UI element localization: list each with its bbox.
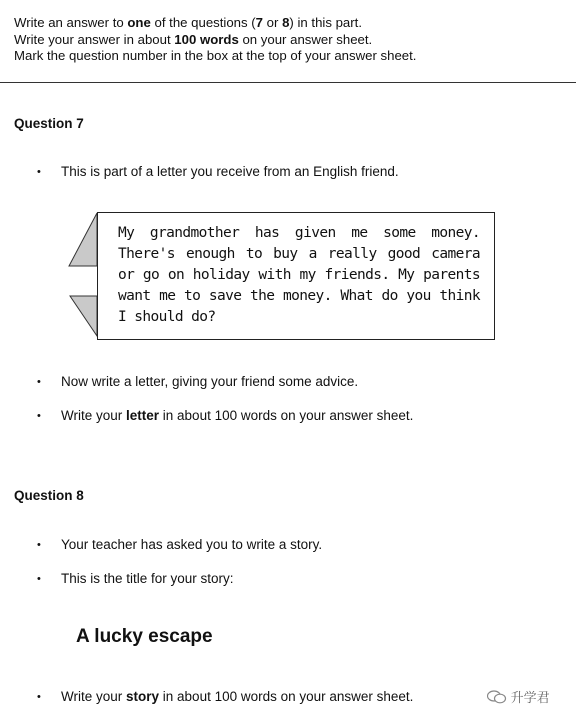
letter-fold-icon: [0, 0, 110, 345]
instruction-line-3: Mark the question number in the box at the top of your answer sheet.: [14, 48, 417, 63]
bullet-icon: •: [37, 691, 41, 703]
instruction-line-1: Write an answer to one of the questions (7 or 8) in this part.: [14, 15, 362, 30]
fold-top-icon: [69, 213, 97, 266]
question-7-bullet-3: • Write your letter in about 100 words on your answer sheet.: [37, 408, 414, 423]
instruction-line-2: Write your answer in about 100 words on your answer sheet.: [14, 31, 373, 47]
bullet-icon: •: [37, 573, 41, 585]
question-7-bullet-2: • Now write a letter, giving your friend some advice.: [37, 374, 359, 389]
watermark-text: 升学君: [510, 690, 550, 705]
question-7-heading: Question 7: [14, 116, 84, 131]
question-8-bullet-1: • Your teacher has asked you to write a story.: [37, 537, 323, 552]
bullet-icon: •: [37, 166, 41, 178]
bullet-icon: •: [37, 376, 41, 388]
question-7-bullet-1: • This is part of a letter you receive from an English friend.: [37, 164, 399, 179]
question-8-bullet-3: • Write your story in about 100 words on your answer sheet.: [37, 689, 414, 704]
story-title: A lucky escape: [76, 626, 213, 647]
bullet-icon: •: [37, 410, 41, 422]
bullet-icon: •: [37, 539, 41, 551]
letter-excerpt: My grandmother has given me some money. There's enough to buy a really good camera or go on holiday with my friends. My parents want me to save the money. What do you think I should do?: [118, 225, 480, 325]
wechat-icon: [487, 690, 507, 704]
watermark: [487, 687, 550, 706]
question-8-bullet-2: • This is the title for your story:: [37, 571, 234, 586]
letter-excerpt-box: [97, 212, 495, 340]
fold-bottom-icon: [70, 296, 97, 336]
question-8-heading: Question 8: [14, 488, 84, 503]
